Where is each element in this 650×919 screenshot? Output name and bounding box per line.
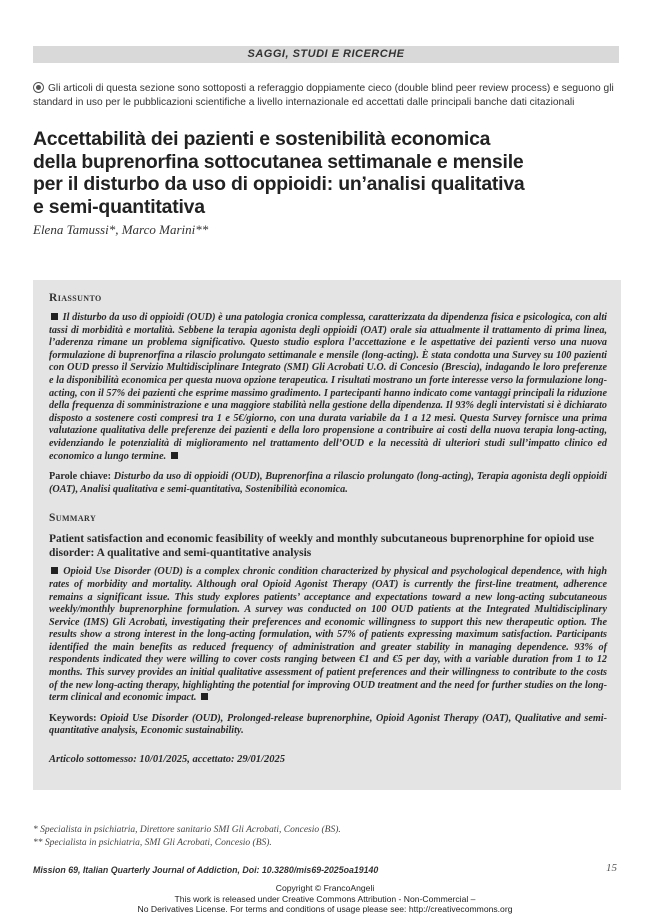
copyright-notice (0, 883, 650, 915)
article-title (33, 128, 593, 218)
riassunto-heading: Riassunto (49, 292, 102, 304)
authors: Elena Tamussi*, Marco Marini** (33, 222, 209, 237)
peer-review-text: Gli articoli di questa sezione sono sottoposti a referaggio doppiamente cieco (double blind peer review process) e seguono gli standard in uso per le pubblicazioni scientifiche a livello internazionale ed accettati dalle principali banche dati citazionali (33, 83, 614, 108)
journal-citation: Mission 69, Italian Quarterly Journal of Addiction, Doi: 10.3280/mis69-2025oa19140 (33, 865, 379, 875)
copyright-line: No Derivatives License. For terms and conditions of usage please see: http://creativecommons.org (137, 904, 513, 915)
title-line: per il disturbo da uso di oppioidi: un’analisi qualitativa (33, 173, 525, 195)
abstract-box (33, 280, 621, 790)
section-label: SAGGI, STUDI E RICERCHE (33, 46, 619, 63)
title-line: e semi-quantitativa (33, 195, 205, 218)
riassunto-text: Il disturbo da uso di oppioidi (OUD) è una patologia cronica complessa, caratterizzata da dipendenza fisica e psicologica, con alti tassi di morbidità e mortalità. Sebbene la terapia agonista degli oppioidi (OAT) orale sia attualmente il trattamento di prima linea, l’aderenza rimane un problema significativo. Questo studio esplora l’accettazione e le aspettative dei pazienti verso una nuova formulazione di buprenorfina a rilascio prolungato settimanale e mensile (long-acting). È stata condotta una Survey su 100 pazienti con OUD presso il Servizio Multidisciplinare Integrato (SMI) Gli Acrobati U.O. di Concesio (Brescia), indagando le loro preferenze e la disponibilità economica per questa nuova opzione terapeutica. I risultati mostrano un forte interesse verso la formulazione long-acting, con il 57% dei pazienti che esprime massimo gradimento. I partecipanti hanno indicato come vantaggi principali la riduzione della frequenza di somministrazione e una maggiore stabilità nella gestione della dipendenza. Il 93% degli intervistati si è dichiarato disposto a sostenere costi compresi tra 1 e 5€/giorno, con una durata variabile da 1 a 12 mesi. Questa Survey fornisce una prima valutazione qualitativa delle preferenze dei pazienti e della loro propensione a contribuire ai costi della nuova terapia long-acting, evidenziando le potenzialità di miglioramento nel trattamento dell’OUD e la necessità di ulteriori studi sull’impatto clinico ed economico a lungo termine. (49, 312, 608, 462)
peer-review-icon (33, 82, 44, 93)
copyright-line: Copyright © FrancoAngeli (275, 883, 375, 893)
footnote: * Specialista in psichiatria, Direttore sanitario SMI Gli Acrobati, Concesio (BS). (33, 825, 341, 835)
title-line: Accettabilità dei pazienti e sostenibilità economica (33, 128, 491, 150)
summary-title: Patient satisfaction and economic feasibility of weekly and monthly subcutaneous buprenorphine for opioid use disorder: A qualitative and semi-quantitative analysis (49, 533, 594, 560)
keywords: Keywords: Opioid Use Disorder (OUD), Prolonged-release buprenorphine, Opioid Agonist Therapy (OAT), Qualitative and semi-quantitative analysis, Economic sustainability. (49, 712, 608, 737)
footnote: ** Specialista in psichiatria, SMI Gli Acrobati, Concesio (BS). (33, 838, 272, 848)
summary-text: Opioid Use Disorder (OUD) is a complex chronic condition characterized by physical and psychological dependence, with high rates of morbidity and mortality. Although oral Opioid Agonist Therapy (OAT) is currently the first-line treatment, adherence remains a significant issue. This study explores patients’ acceptance and expectations toward a new long-acting subcutaneous weekly/monthly buprenorphine formulation. A survey was conducted on 100 OUD patients at the Integrated Multidisciplinary Service (IMS) Gli Acrobati, investigating their preferences and economic willingness to support this new therapeutic option. The results show a strong interest in the long-acting formulation, with 57% of patients expressing maximum satisfaction. Participants identified the main benefits as reduced frequency of administration and greater stability in managing dependence. 93% of respondents indicated they were willing to cover costs ranging between €1 and €5 per day, with a variable duration from 1 to 12 months. This survey provides an initial qualitative assessment of patient preferences and their willingness to contribute to the costs of the new long-acting therapy, highlighting the potential for improving OUD treatment and the need for further studies on the long-term clinical and economic impact. (49, 566, 607, 704)
summary-heading: Summary (49, 512, 97, 525)
square-bullet-icon (171, 452, 178, 459)
square-bullet-icon (201, 693, 208, 700)
page-number: 15 (606, 862, 617, 874)
peer-review-note (33, 82, 621, 109)
copyright-line: This work is released under Creative Commons Attribution - Non-Commercial – (174, 893, 476, 904)
submission-dates: Articolo sottomesso: 10/01/2025, accettato: 29/01/2025 (49, 754, 285, 766)
title-line: della buprenorfina sottocutanea settimanale e mensile (33, 150, 524, 173)
square-bullet-icon (51, 313, 58, 320)
square-bullet-icon (51, 567, 58, 574)
parole-chiave: Parole chiave: Disturbo da uso di oppioidi (OUD), Buprenorfina a rilascio prolungato (long-acting), Terapia agonista degli oppioidi (OAT), Analisi qualitativa e semi-quantitativa, Sostenibilità economica. (49, 471, 607, 495)
